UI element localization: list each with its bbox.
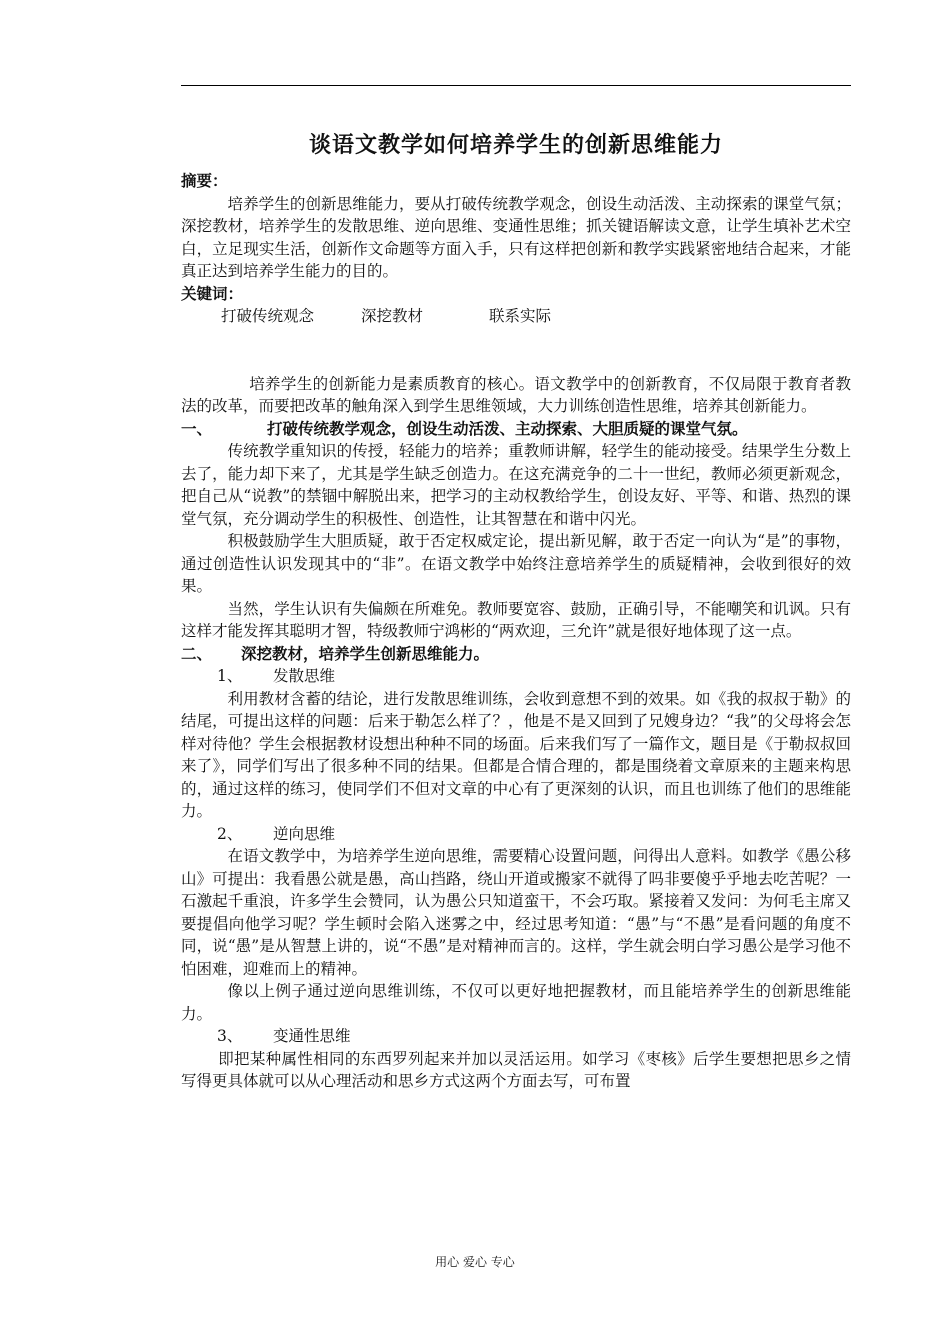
subsection-number: 3、 [217,1027,243,1045]
paragraph: 像以上例子通过逆向思维训练，不仅可以更好地把握教材，而且能培养学生的创新思维能力。 [181,982,851,1023]
section-heading-text: 深挖教材，培养学生创新思维能力。 [241,643,490,663]
paragraph: 当然，学生认识有失偏颇在所难免。教师要宽容、鼓励，正确引导，不能嘲笑和讥讽。只有这样才能发挥其聪明才智，特级教师宁鸿彬的“两欢迎，三允许”就是很好地体现了这一点。 [181,599,851,640]
keywords-label: 关键词： [181,283,244,303]
subsection-title: 逆向思维 [273,824,336,843]
subsection-number: 2、 [217,824,243,843]
document-body [181,130,851,1093]
subsection-heading [181,1025,851,1048]
abstract-text: 培养学生的创新思维能力，要从打破传统教学观念，创设生动活泼、主动探索的课堂气氛；深挖教材，培养学生的发散思维、逆向思维、变通性思维；抓关键语解读文意，让学生填补艺术空白，立足现实生活，创新作文命题等方面入手，只有这样把创新和教学实践紧密地结合起来，才能真正达到培养学生能力的目的。 [181,194,851,280]
section-heading [181,418,851,441]
section-heading [181,643,851,666]
abstract-label: 摘要： [181,171,228,190]
paragraph: 传统教学重知识的传授，轻能力的培养；重教师讲解，轻学生的能动接受。结果学生分数上去了，能力却下来了，尤其是学生缺乏创造力。在这充满竞争的二十一世纪，教师必须更新观念，把自己从“说教”的禁锢中解脱出来，把学习的主动权教给学生，创设友好、平等、和谐、热烈的课堂气氛，充分调动学生的积极性、创造性，让其智慧在和谐中闪光。 [181,442,851,528]
section-number: 二、 [181,643,213,663]
section-heading-text: 打破传统教学观念，创设生动活泼、主动探索、大胆质疑的课堂气氛。 [267,418,748,438]
subsection-number: 1、 [217,667,243,685]
subsection-title: 发散思维 [273,667,336,685]
document-title: 谈语文教学如何培养学生的创新思维能力 [308,132,723,158]
subsection-title: 变通性思维 [273,1027,351,1045]
page-footer: 用心 爱心 专心 [435,1255,515,1269]
paragraph: 积极鼓励学生大胆质疑，敢于否定权威定论，提出新见解，敢于否定一向认为“是”的事物，通过创造性认识发现其中的“非”。在语文教学中始终注意培养学生的质疑精神，会收到很好的效果。 [181,532,851,595]
section-number: 一、 [181,418,213,438]
subsection-heading [181,823,851,846]
paragraph: 即把某种属性相同的东西罗列起来并加以灵活运用。如学习《枣核》后学生要想把思乡之情写得更具体就可以从心理活动和思乡方式这两个方面去写，可布置 [181,1049,851,1090]
subsection-heading [181,665,851,688]
keyword: 深挖教材 [361,307,424,325]
paragraph: 利用教材含蓄的结论，进行发散思维训练，会收到意想不到的效果。如《我的叔叔于勒》的结尾，可提出这样的问题：后来于勒怎么样了？，他是不是又回到了兄嫂身边？“我”的父母将会怎样对待他？学生会根据教材设想出种种不同的场面。后来我们写了一篇作文，题目是《于勒叔叔回来了》，同学们写出了很多种不同的结果。但都是合情合理的，都是围绕着文章原来的主题来构思的，通过这样的练习，使同学们不但对文章的中心有了更深刻的认识，而且也训练了他们的思维能力。 [181,689,851,820]
keywords-list [181,305,851,328]
header-rule [181,85,851,86]
intro-paragraph: 培养学生的创新能力是素质教育的核心。语文教学中的创新教育，不仅局限于教育者教法的改革，而要把改革的触角深入到学生思维领域，大力训练创造性思维，培养其创新能力。 [181,374,851,415]
keyword: 联系实际 [489,307,552,325]
paragraph: 在语文教学中，为培养学生逆向思维，需要精心设置问题，问得出人意料。如教学《愚公移山》可提出：我看愚公就是愚，高山挡路，绕山开道或搬家不就得了吗非要傻乎乎地去吃苦呢？一石激起千重浪，许多学生会赞同，认为愚公只知道蛮干，不会巧取。紧接着又发问：为何毛主席又要提倡向他学习呢？学生顿时会陷入迷雾之中，经过思考知道：“愚”与“不愚”是看问题的角度不同，说“愚”是从智慧上讲的，说“不愚”是对精神而言的。这样，学生就会明白学习愚公是学习他不怕困难，迎难而上的精神。 [181,847,851,978]
keyword: 打破传统观念 [221,307,315,325]
